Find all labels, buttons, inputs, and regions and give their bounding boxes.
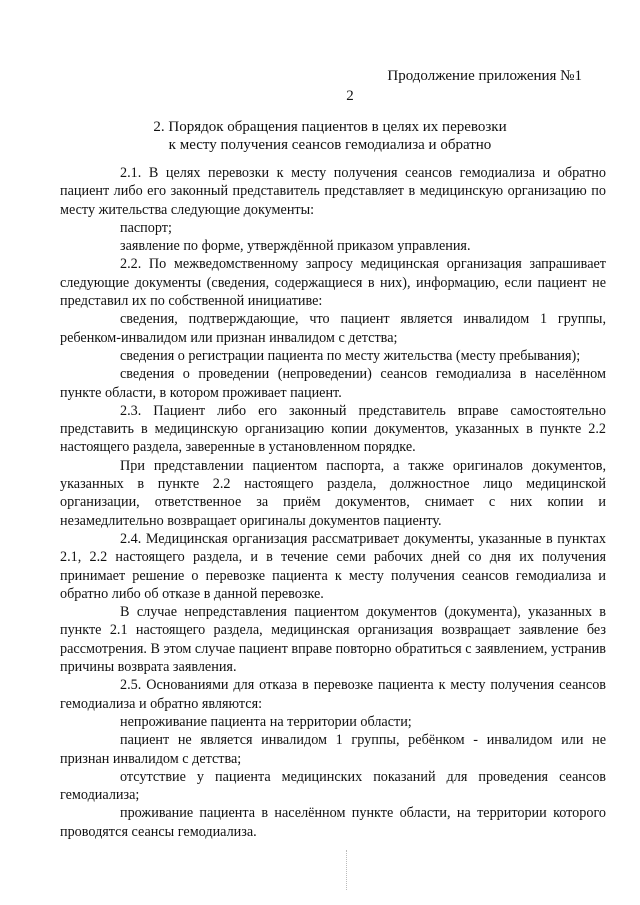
list-item-non-residence: непроживание пациента на территории области; — [120, 713, 412, 730]
list-item-no-medical-indication: отсутствие у пациента медицинских показаний для проведения сеансов гемодиализа; — [60, 768, 606, 804]
paragraph-non-submission: В случае непредставления пациентом документов (документа), указанных в пункте 2.1 настоящего раздела, медицинская организация возвращает заявление без рассмотрения. В этом случае пациент вправе повторно обратиться с заявлением, устранив причины возврата заявления. — [60, 604, 606, 676]
section-title-line-2: к месту получения сеансов гемодиализа и обратно — [168, 137, 492, 153]
paragraph-2-2: 2.2. По межведомственному запросу медицинская организация запрашивает следующие документы (сведения, содержащиеся в них), информацию, если пациент не представил их по собственной инициативе: — [60, 256, 606, 310]
list-item-disability-info: сведения, подтверждающие, что пациент является инвалидом 1 группы, ребенком-инвалидом или признан инвалидом с детства; — [60, 311, 606, 346]
page-number: 2 — [346, 88, 354, 104]
list-item-passport: паспорт; — [120, 219, 172, 236]
section-title-line-1: 2. Порядок обращения пациентов в целях их перевозки — [153, 119, 507, 135]
section-title — [60, 118, 600, 154]
appendix-continuation-label: Продолжение приложения №1 — [387, 68, 582, 84]
paragraph-2-1: 2.1. В целях перевозки к месту получения сеансов гемодиализа и обратно пациент либо его законный представитель представляет в медицинскую организацию по месту жительства следующие документы: — [60, 165, 606, 218]
paragraph-2-5: 2.5. Основаниями для отказа в перевозке пациента к месту получения сеансов гемодиализа и обратно являются: — [60, 677, 606, 712]
paragraph-originals: При представлении пациентом паспорта, а также оригиналов документов, указанных в пункте 2.2 настоящего раздела, должностное лицо медицинской организации, ответственное за приём документов, снимает с них копии и незамедлительно возвращает оригиналы документов пациенту. — [60, 457, 606, 529]
paragraph-2-4: 2.4. Медицинская организация рассматривает документы, указанные в пунктах 2.1, 2.2 настоящего раздела, и в течение семи рабочих дней со дня их получения принимает решение о перевозке пациента к месту получения сеансов гемодиализа и обратно либо об отказе в данной перевозке. — [60, 530, 606, 602]
list-item-not-disabled: пациент не является инвалидом 1 группы, ребёнком - инвалидом или не признан инвалидом с детства; — [60, 732, 606, 767]
list-item-application: заявление по форме, утверждённой приказом управления. — [120, 238, 471, 255]
paragraph-2-3: 2.3. Пациент либо его законный представитель вправе самостоятельно представить в медицинскую организацию копии документов, указанных в пункте 2.2 настоящего раздела, заверенные в установленном порядке. — [60, 402, 606, 456]
document-body — [60, 164, 606, 841]
scan-artifact — [346, 850, 349, 890]
list-item-registration-info: сведения о регистрации пациента по месту жительства (месту пребывания); — [120, 347, 581, 364]
list-item-hemodialysis-info: сведения о проведении (непроведении) сеансов гемодиализа в населённом пункте области, в котором проживает пациент. — [60, 366, 606, 401]
list-item-local-hemodialysis: проживание пациента в населённом пункте области, на территории которого проводятся сеансы гемодиализа. — [60, 805, 606, 840]
